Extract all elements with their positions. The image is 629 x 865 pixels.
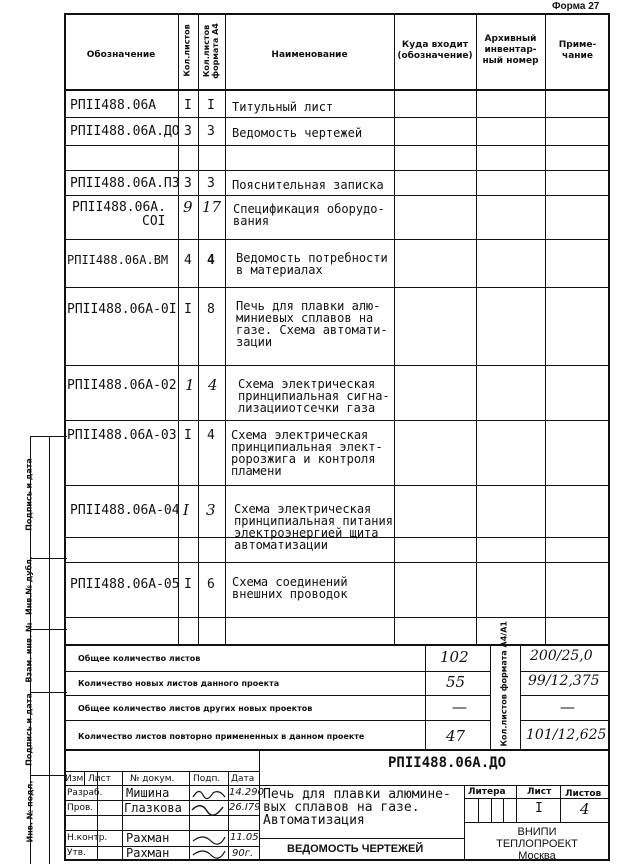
- row-qty: 1: [185, 376, 195, 394]
- summary-label: Общее количество листов других новых проектов: [78, 704, 313, 713]
- signatures-svg: [189, 785, 229, 861]
- row-code: РПII488.06А-04: [70, 503, 180, 518]
- tb-col-doc: № докум.: [130, 774, 175, 784]
- row-code: РПII488.06А-02: [67, 378, 177, 393]
- row-name: Ведомость потребности в материалах: [236, 251, 388, 277]
- row-code: РПII488.06А.: [72, 200, 166, 215]
- tb-role: Разраб.: [67, 788, 103, 798]
- row-code: РПII488.06А-05: [70, 577, 180, 592]
- row-qty: I: [184, 577, 192, 592]
- summary-a4: —: [560, 698, 575, 716]
- row-code-suffix: СОI: [142, 214, 166, 229]
- row-code: РПII488.06А-0I: [67, 302, 177, 317]
- row-qty: 3: [184, 176, 192, 191]
- tb-person: Мишина: [126, 786, 170, 800]
- header-archive: Архивный инвентар- ный номер: [482, 34, 539, 66]
- row-a4: 4: [208, 376, 218, 394]
- row-qty: 9: [183, 198, 193, 216]
- row-a4: 4: [207, 253, 215, 268]
- signature-scribble: [193, 851, 225, 858]
- tb-col-sign: Подп.: [193, 774, 221, 784]
- tb-col-date: Дата: [231, 774, 255, 784]
- row-name: Схема электрическая принципиальная элект- ророзжига и контроля пламени: [231, 428, 383, 478]
- summary-sheets: 102: [440, 648, 469, 666]
- header-note: Приме- чание: [558, 40, 597, 61]
- row-name: Ведомость чертежей: [232, 126, 363, 140]
- form-label: Форма 27: [552, 1, 600, 12]
- signature-scribble: [193, 791, 225, 798]
- signature-scribble: [193, 837, 225, 844]
- row-code: РПII488.06А-03: [67, 428, 177, 443]
- summary-sheets: 47: [446, 727, 466, 745]
- tb-role: Н.контр.: [67, 833, 108, 843]
- tb-date: 26.I79: [229, 802, 261, 813]
- row-name: Печь для плавки алю- миниевых сплавов на газе. Схема автомати- зации: [236, 299, 388, 349]
- strip-inv-orig: Инв. № подл.: [25, 780, 35, 843]
- row-qty: 3: [184, 124, 192, 139]
- row-qty: I: [184, 302, 192, 317]
- tb-date: 14.290: [229, 787, 264, 798]
- tb-org: ВНИПИ ТЕПЛОПРОЕКТ Москва: [496, 826, 578, 862]
- tb-col-list: Лист: [88, 774, 111, 784]
- row-name: Схема электрическая принципиальная питания электроэнергией щита автоматизации: [234, 502, 393, 552]
- tb-person: Глазкова: [124, 801, 182, 815]
- tb-date: 90г.: [232, 848, 254, 859]
- summary-a4: 101/12,625: [526, 727, 607, 743]
- tb-person: Рахман: [126, 831, 170, 845]
- summary-side-label: Кол.листов формата А4/А1: [499, 621, 509, 747]
- tb-sheets-value: 4: [580, 800, 590, 818]
- row-name: Схема соединений внешних проводок: [232, 575, 348, 601]
- tb-date: 11.05: [230, 832, 259, 843]
- tb-sheets-label: Листов: [565, 789, 602, 799]
- summary-sheets: 55: [446, 673, 466, 691]
- row-qty: I: [183, 501, 189, 519]
- row-a4: 4: [207, 428, 215, 443]
- header-destination: Куда входит (обозначение): [397, 40, 473, 61]
- row-name: Титульный лист: [232, 100, 334, 114]
- summary-label: Количество новых листов данного проекта: [78, 679, 280, 688]
- summary-a4: 99/12,375: [528, 673, 600, 689]
- row-a4: 3: [207, 124, 215, 139]
- summary-label: Общее количество листов: [78, 654, 201, 663]
- row-a4: 17: [202, 198, 222, 216]
- tb-col-izm: Изм: [65, 774, 84, 784]
- tb-role: Пров.: [67, 803, 94, 813]
- tb-stage-label: Литера: [468, 787, 506, 797]
- strip-sign-date-2: Подпись и дата: [24, 693, 34, 766]
- summary-label: Количество листов повторно примененных в данном проекте: [78, 732, 365, 741]
- header-designation: Обозначение: [86, 50, 156, 60]
- row-name: Спецификация оборудо- вания: [233, 202, 385, 228]
- row-name: Пояснительная записка: [232, 178, 384, 192]
- title-doc-code: РПII488.06А.ДО: [388, 755, 507, 771]
- title-text: Печь для плавки алюмине- вых сплавов на газе. Автоматизация: [263, 787, 451, 828]
- header-sheet-count: Кол.листов: [182, 24, 192, 77]
- strip-replace-inv: Взам. инв. №: [24, 622, 34, 683]
- strip-inv-dup: Инв.№ дубл.: [24, 556, 34, 615]
- row-qty: I: [184, 98, 192, 113]
- tb-sheet-label: Лист: [527, 787, 552, 797]
- title-sheet-type: ВЕДОМОСТЬ ЧЕРТЕЖЕЙ: [287, 843, 424, 855]
- left-strip: [30, 436, 67, 864]
- header-bottom-line: [64, 89, 610, 91]
- tb-sheet-value: I: [535, 801, 543, 816]
- summary-sheets: —: [452, 698, 467, 716]
- row-qty: I: [184, 428, 192, 443]
- row-code: РПII488.06А.ДО: [70, 124, 180, 139]
- row-name: Схема электрическая принципиальная сигна- лизацииотсечки газа: [238, 377, 390, 415]
- row-a4: 3: [206, 501, 216, 519]
- strip-sign-date-1: Подпись и дата: [24, 458, 34, 531]
- row-a4: 8: [207, 302, 215, 317]
- row-a4: 3: [207, 176, 215, 191]
- summary-a4: 200/25,0: [530, 648, 593, 664]
- header-sheet-count-a4: Кол.листов формата А4: [202, 23, 220, 79]
- tb-role: Утв.: [67, 848, 86, 858]
- signature-scribble: [192, 806, 223, 815]
- row-a4: I: [207, 98, 215, 113]
- row-code: РПII488.06А.ПЗ: [70, 176, 180, 191]
- row-code: РПII488.06А: [70, 98, 157, 113]
- row-a4: 6: [207, 577, 215, 592]
- header-name: Наименование: [271, 50, 348, 60]
- tb-person: Рахман: [126, 846, 170, 860]
- row-qty: 4: [184, 253, 192, 268]
- row-code: РПII488.06А.ВМ: [67, 253, 169, 267]
